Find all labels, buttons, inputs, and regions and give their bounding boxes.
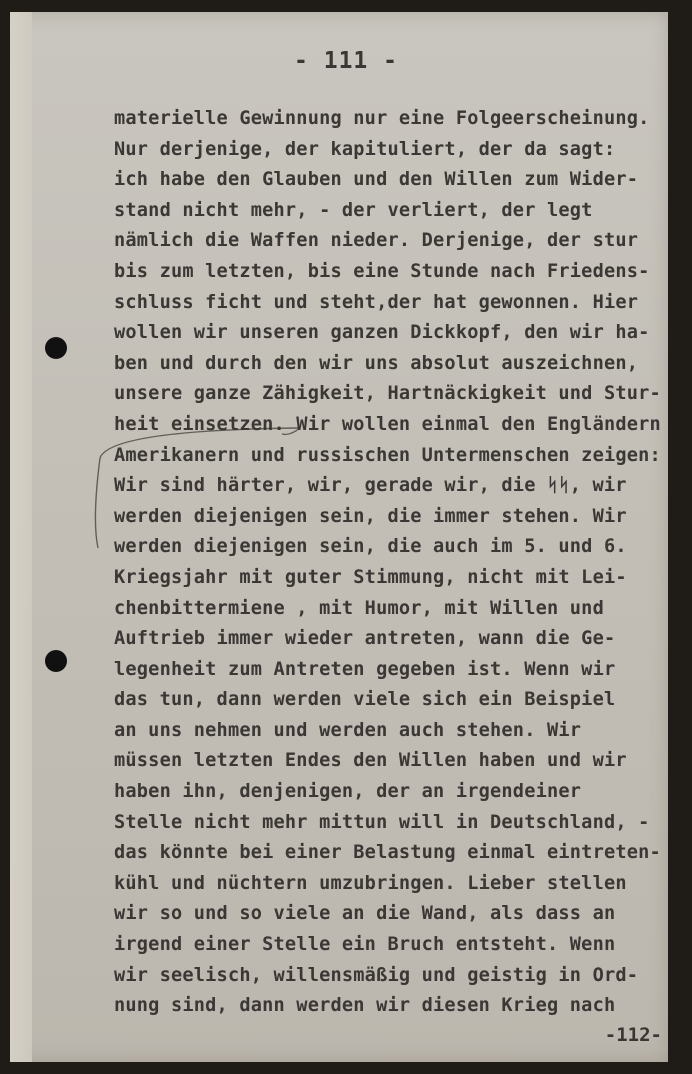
text-line: Nur derjenige, der kapituliert, der da sagt: <box>114 138 616 160</box>
text-line: das tun, dann werden viele sich ein Beispiel <box>114 689 616 711</box>
text-line: legenheit zum Antreten gegeben ist. Wenn wir <box>114 658 616 680</box>
page-header-number: - 111 - <box>294 48 398 74</box>
text-line: heit einsetzen. Wir wollen einmal den Engländern <box>114 413 661 435</box>
text-line: Kriegsjahr mit guter Stimmung, nicht mit Lei- <box>114 566 627 588</box>
page-footer-number: -112- <box>604 1024 662 1046</box>
text-line: Wir sind härter, wir, gerade wir, die ᛋᛋ, wir <box>114 475 627 497</box>
text-line: Amerikanern und russischen Untermenschen zeigen: <box>114 444 661 466</box>
text-line: chenbittermiene , mit Humor, mit Willen und <box>114 597 604 619</box>
text-line: kühl und nüchtern umzubringen. Lieber stellen <box>114 872 627 894</box>
text-line: an uns nehmen und werden auch stehen. Wir <box>114 719 582 741</box>
text-line: ben und durch den wir uns absolut auszeichnen, <box>114 352 639 374</box>
text-line: ich habe den Glauben und den Willen zum Wider- <box>114 169 639 191</box>
text-line: das könnte bei einer Belastung einmal eintreten- <box>114 842 661 864</box>
text-line: stand nicht mehr, - der verliert, der legt <box>114 199 593 221</box>
text-line: materielle Gewinnung nur eine Folgeerscheinung. <box>114 108 650 129</box>
text-line: nämlich die Waffen nieder. Derjenige, der stur <box>114 230 639 252</box>
punch-hole-top <box>45 337 67 359</box>
text-line: werden diejenigen sein, die immer stehen. Wir <box>114 505 627 527</box>
text-line: irgend einer Stelle ein Bruch entsteht. Wenn <box>114 934 616 956</box>
text-line: werden diejenigen sein, die auch im 5. und 6. <box>114 536 627 558</box>
text-line: müssen letzten Endes den Willen haben und wir <box>114 750 627 772</box>
text-line: Auftrieb immer wieder antreten, wann die Ge- <box>114 628 616 650</box>
document-body <box>114 104 684 1022</box>
text-line: haben ihn, denjenigen, der an irgendeiner <box>114 781 582 803</box>
text-line: nung sind, dann werden wir diesen Krieg nach <box>114 995 616 1017</box>
text-line: bis zum letzten, bis eine Stunde nach Friedens- <box>114 260 650 282</box>
text-line: unsere ganze Zähigkeit, Hartnäckigkeit und Stur- <box>114 383 661 405</box>
text-line: wollen wir unseren ganzen Dickkopf, den wir ha- <box>114 322 650 344</box>
text-line: wir seelisch, willensmäßig und geistig in Ord- <box>114 964 639 986</box>
text-line: wir so und so viele an die Wand, als dass an <box>114 903 616 925</box>
punch-hole-bottom <box>45 650 67 672</box>
page-margin-strip <box>10 12 32 1062</box>
text-line: schluss ficht und steht,der hat gewonnen. Hier <box>114 291 639 313</box>
text-line: Stelle nicht mehr mittun will in Deutschland, - <box>114 811 650 833</box>
